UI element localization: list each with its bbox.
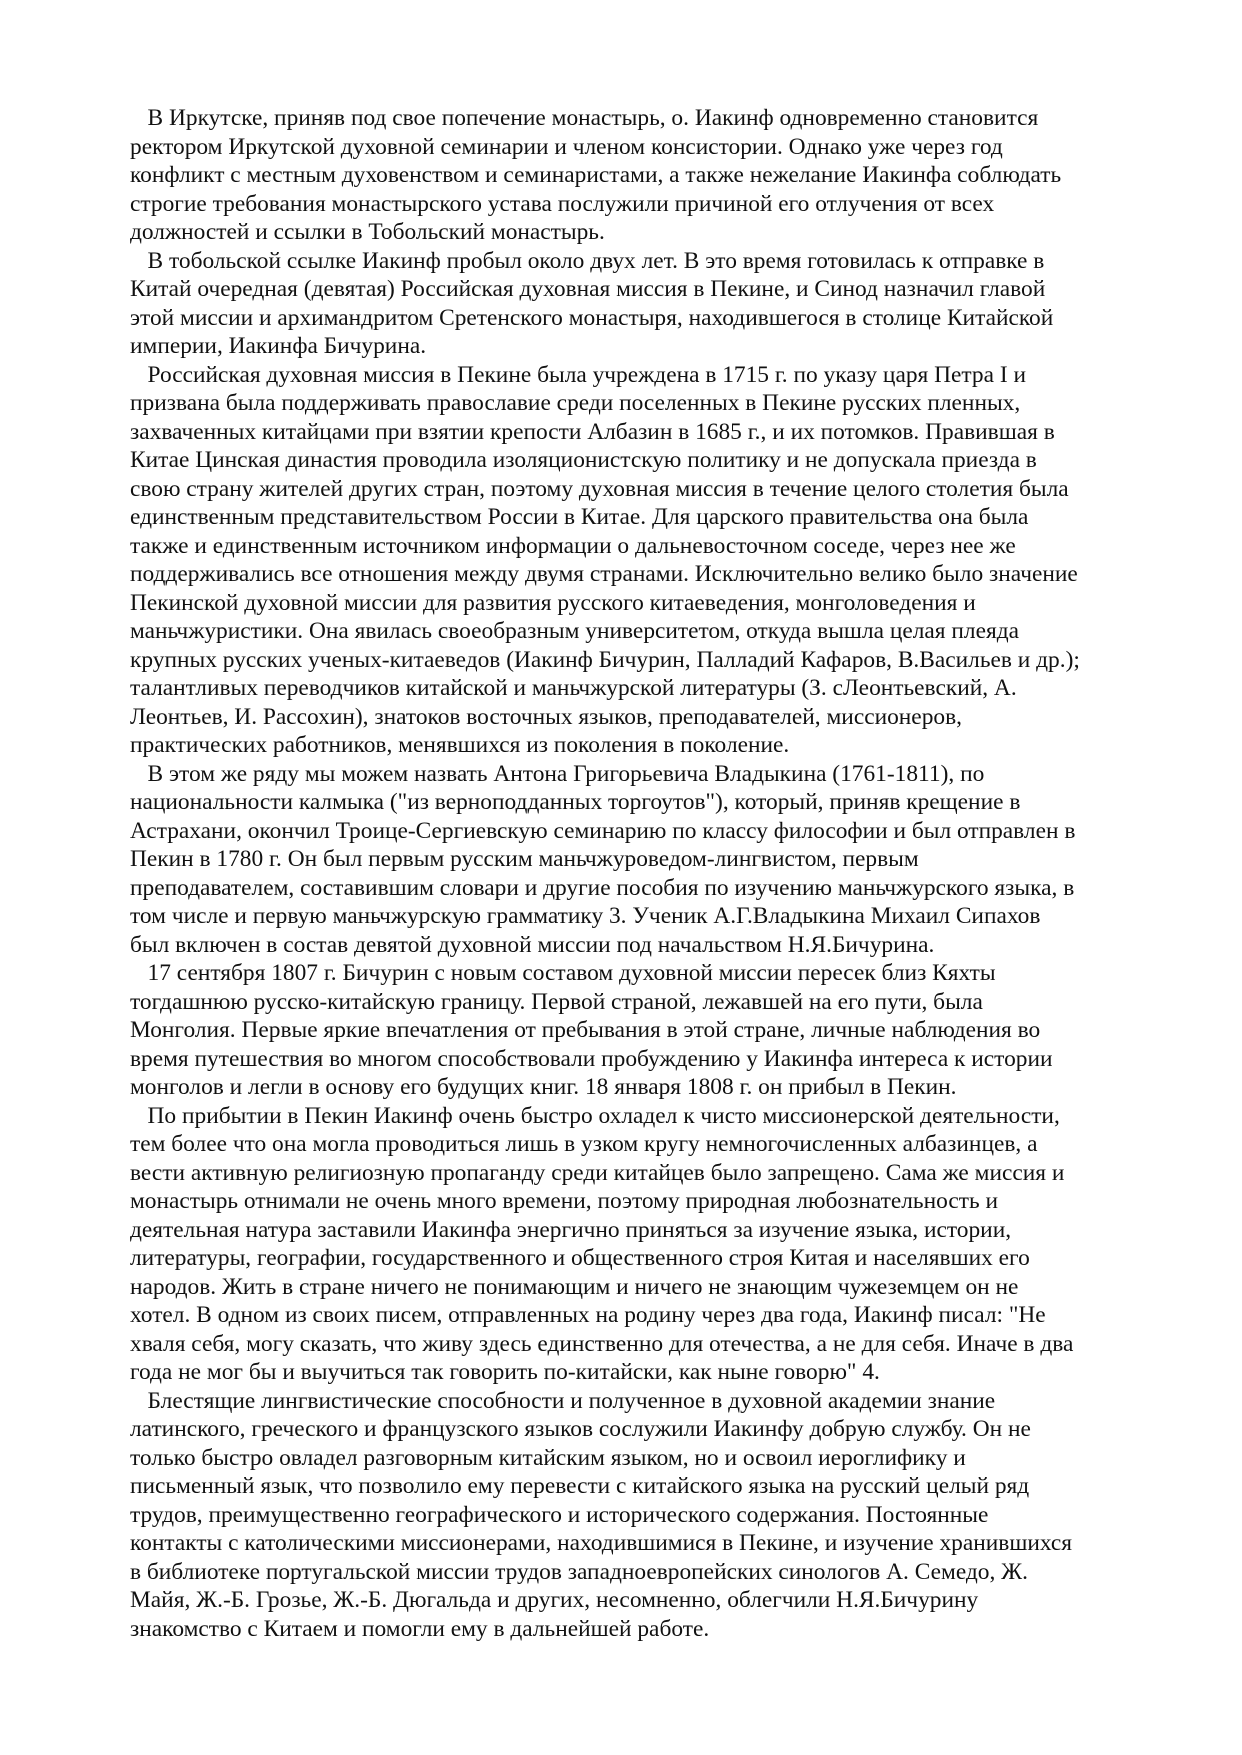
text-line: 17 сентября 1807 г. Бичурин с новым составом духовной миссии пересек близ Кяхты	[130, 960, 996, 986]
text-line: Астрахани, окончил Троице-Сергиевскую семинарию по классу философии и был отправлен в	[130, 817, 1076, 844]
text-line: в библиотеке португальской миссии трудов западноевропейских синологов А. Семедо, Ж.	[130, 1558, 1028, 1585]
text-line: монастырь отнимали не очень много времени, поэтому природная любознательность и	[130, 1188, 999, 1214]
text-line: тем более что она могла проводиться лишь в узком кругу немногочисленных албазинцев, а	[130, 1131, 1038, 1157]
text-line: призвана была поддерживать православие среди поселенных в Пекине русских пленных,	[130, 390, 1021, 416]
text-line: национальности калмыка ("из верноподданных торгоутов"), который, приняв крещение в	[130, 789, 1021, 815]
text-line: латинского, греческого и французского языков сослужили Иакинфу добрую службу. Он не	[130, 1416, 1031, 1442]
text-line: Пекинской духовной миссии для развития русского китаеведения, монголоведения и	[130, 589, 976, 616]
text-line: единственным представительством России в Китае. Для царского правительства она была	[130, 504, 1029, 530]
text-line: Монголия. Первые яркие впечатления от пребывания в этой стране, личные наблюдения во	[130, 1017, 1041, 1043]
text-line: Российская духовная миссия в Пекине была учреждена в 1715 г. по указу царя Петра I и	[130, 361, 1026, 388]
text-line: захваченных китайцами при взятии крепости Албазин в 1685 г., и их потомков. Правившая в	[130, 418, 1055, 445]
text-line: хотел. В одном из своих писем, отправленных на родину через два года, Иакинф писал: "Не	[130, 1302, 1046, 1328]
paragraph	[130, 760, 1130, 960]
text-line: том числе и первую маньчжурскую грамматику 3. Ученик А.Г.Владыкина Михаил Сипахов	[130, 903, 1041, 929]
text-line: По прибытии в Пекин Иакинф очень быстро охладел к чисто миссионерской деятельности,	[130, 1102, 1060, 1129]
paragraph	[130, 1387, 1130, 1644]
text-line: был включен в состав девятой духовной миссии под начальством Н.Я.Бичурина.	[130, 931, 935, 958]
text-line: Майя, Ж.-Б. Грозье, Ж.-Б. Дюгальда и других, несомненно, облегчили Н.Я.Бичурину	[130, 1587, 979, 1613]
text-line: знакомство с Китаем и помогли ему в дальнейшей работе.	[130, 1615, 710, 1642]
document-page	[130, 104, 1130, 1643]
text-line: В этом же ряду мы можем назвать Антона Григорьевича Владыкина (1761-1811), по	[130, 760, 985, 787]
text-line: трудов, преимущественно географического и исторического содержания. Постоянные	[130, 1501, 989, 1528]
text-line: время путешествия во многом способствовали пробуждению у Иакинфа интереса к истории	[130, 1045, 1053, 1072]
text-line: Блестящие лингвистические способности и полученное в духовной академии знание	[130, 1387, 996, 1414]
text-line: конфликт с местным духовенством и семинаристами, а также нежелание Иакинфа соблюдать	[130, 162, 1062, 188]
text-line: деятельная натура заставили Иакинфа энергично приняться за изучение языка, истории,	[130, 1216, 1012, 1243]
text-line: народов. Жить в стране ничего не понимающим и ничего не знающим чужеземцем он не	[130, 1273, 1019, 1300]
text-line: Леонтьев, И. Рассохин), знатоков восточных языков, преподавателей, миссионеров,	[130, 703, 962, 730]
text-line: Китае Цинская династия проводила изоляционистскую политику и не допускала приезда в	[130, 447, 1037, 473]
text-line: только быстро овладел разговорным китайским языком, но и освоил иероглифику и	[130, 1444, 966, 1471]
text-line: должностей и ссылки в Тобольский монастырь.	[130, 219, 605, 245]
paragraph	[130, 361, 1130, 760]
text-line: империи, Иакинфа Бичурина.	[130, 333, 427, 359]
text-line: строгие требования монастырского устава послужили причиной его отлучения от всех	[130, 190, 995, 217]
text-line: поддерживались все отношения между двумя странами. Исключительно велико было значение	[130, 561, 1078, 587]
text-line: вести активную религиозную пропаганду среди китайцев было запрещено. Сама же миссия и	[130, 1159, 1065, 1186]
text-line: хваля себя, могу сказать, что живу здесь единственно для отечества, а не для себя. Иначе в два	[130, 1330, 1074, 1357]
paragraph	[130, 1102, 1130, 1387]
text-line: Пекин в 1780 г. Он был первым русским маньчжуроведом-лингвистом, первым	[130, 846, 919, 872]
text-line: письменный язык, что позволило ему перевести с китайского языка на русский целый ряд	[130, 1473, 1030, 1499]
text-line: В тобольской ссылке Иакинф пробыл около двух лет. В это время готовилась к отправке в	[130, 247, 1045, 274]
text-line: Китай очередная (девятая) Российская духовная миссия в Пекине, и Синод назначил главой	[130, 276, 1046, 302]
text-line: также и единственным источником информации о дальневосточном соседе, через нее же	[130, 532, 1016, 559]
paragraph	[130, 104, 1130, 247]
text-line: монголов и легли в основу его будущих книг. 18 января 1808 г. он прибыл в Пекин.	[130, 1074, 957, 1100]
text-line: литературы, географии, государственного и общественного строя Китая и населявших его	[130, 1245, 1030, 1271]
paragraph	[130, 247, 1130, 361]
text-line: этой миссии и архимандритом Сретенского монастыря, находившегося в столице Китайской	[130, 304, 1054, 331]
text-line: практических работников, менявшихся из поколения в поколение.	[130, 732, 790, 758]
text-line: маньчжуристики. Она явилась своеобразным университетом, откуда вышла целая плеяда	[130, 618, 1020, 644]
text-line: года не мог бы и выучиться так говорить по-китайски, как ныне говорю" 4.	[130, 1359, 880, 1385]
text-line: преподавателем, составившим словари и другие пособия по изучению маньчжурского языка, в	[130, 874, 1075, 901]
text-line: контакты с католическими миссионерами, находившимися в Пекине, и изучение хранившихся	[130, 1530, 1073, 1556]
text-line: талантливых переводчиков китайской и маньчжурской литературы (З. сЛеонтьевский, А.	[130, 675, 1017, 701]
text-line: свою страну жителей других стран, поэтому духовная миссия в течение целого столетия была	[130, 475, 1069, 502]
text-line: В Иркутске, приняв под свое попечение монастырь, о. Иакинф одновременно становится	[130, 105, 1039, 131]
text-line: ректором Иркутской духовной семинарии и членом консистории. Однако уже через год	[130, 133, 1003, 160]
paragraph	[130, 959, 1130, 1102]
text-line: тогдашнюю русско-китайскую границу. Первой страной, лежавшей на его пути, была	[130, 988, 983, 1015]
text-line: крупных русских ученых-китаеведов (Иакинф Бичурин, Палладий Кафаров, В.Васильев и др.);	[130, 646, 1080, 673]
